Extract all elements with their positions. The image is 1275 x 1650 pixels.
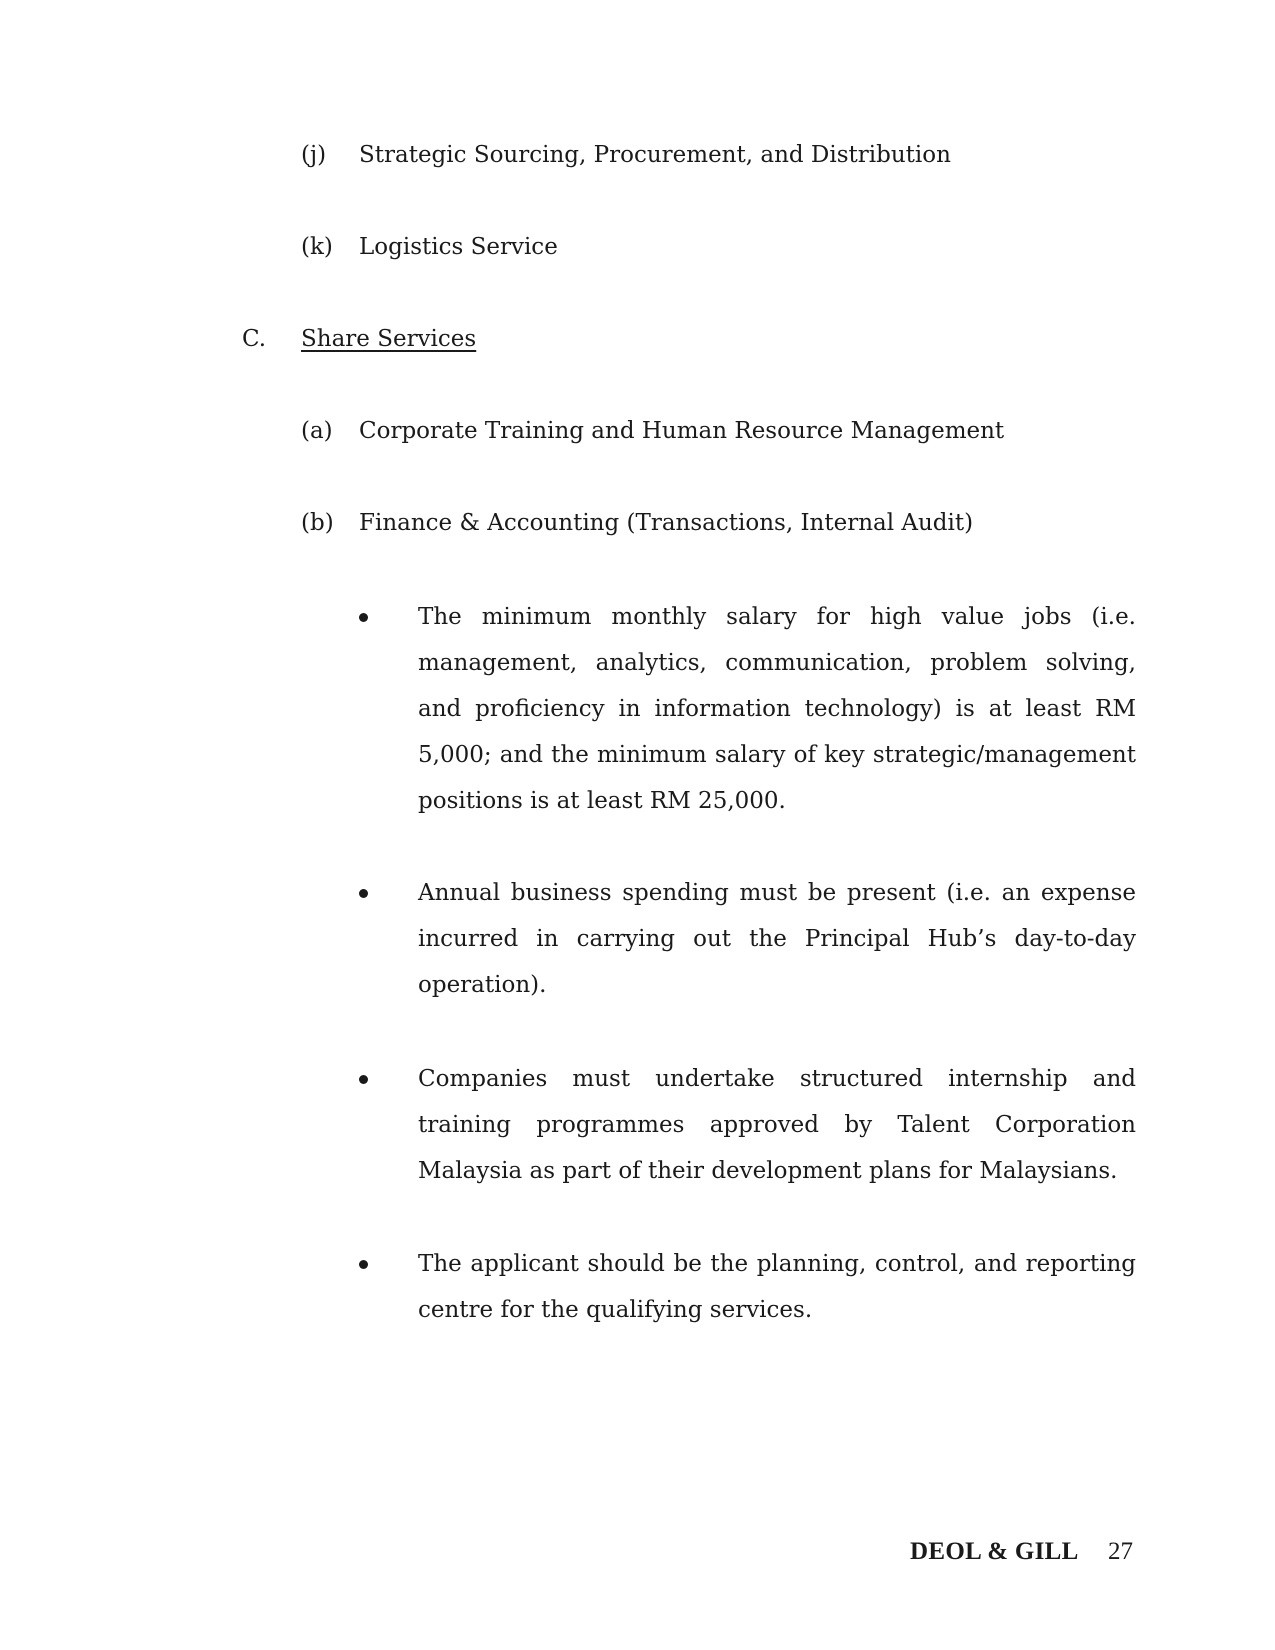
bullet-icon xyxy=(359,889,368,898)
bullet-text-3: Companies must undertake structured internship and training programmes approved by Talent Corporation Malaysia as part of their development plans for Malaysians. xyxy=(418,1066,1136,1184)
bullet-icon xyxy=(359,613,368,622)
sub-item-a-text: Corporate Training and Human Resource Management xyxy=(359,418,1005,444)
page-number: 27 xyxy=(1108,1538,1133,1565)
section-c-marker: C. xyxy=(242,326,267,352)
bullet-text-2: Annual business spending must be present (i.e. an expense incurred in carrying out the Principal Hub’s day-to-day operation). xyxy=(418,880,1136,998)
footer-brand: DEOL & GILL xyxy=(910,1538,1079,1565)
item-k-text: Logistics Service xyxy=(359,234,558,260)
item-j-text: Strategic Sourcing, Procurement, and Distribution xyxy=(359,142,951,168)
bullet-text-1: The minimum monthly salary for high value jobs (i.e. management, analytics, communication, problem solving, and proficiency in information technology) is at least RM 5,000; and the minimum salary of key strategic/management positions is at least RM 25,000. xyxy=(418,604,1136,814)
sub-item-b-marker: (b) xyxy=(301,510,334,536)
item-k-marker: (k) xyxy=(301,234,333,260)
bullet-icon xyxy=(359,1075,368,1084)
bullet-icon xyxy=(359,1260,368,1269)
bullet-text-4: The applicant should be the planning, control, and reporting centre for the qualifying services. xyxy=(418,1251,1136,1323)
section-c-title: Share Services xyxy=(301,326,477,352)
sub-item-a-marker: (a) xyxy=(301,418,333,444)
sub-item-b-text: Finance & Accounting (Transactions, Internal Audit) xyxy=(359,510,974,536)
item-j-marker: (j) xyxy=(301,142,327,168)
